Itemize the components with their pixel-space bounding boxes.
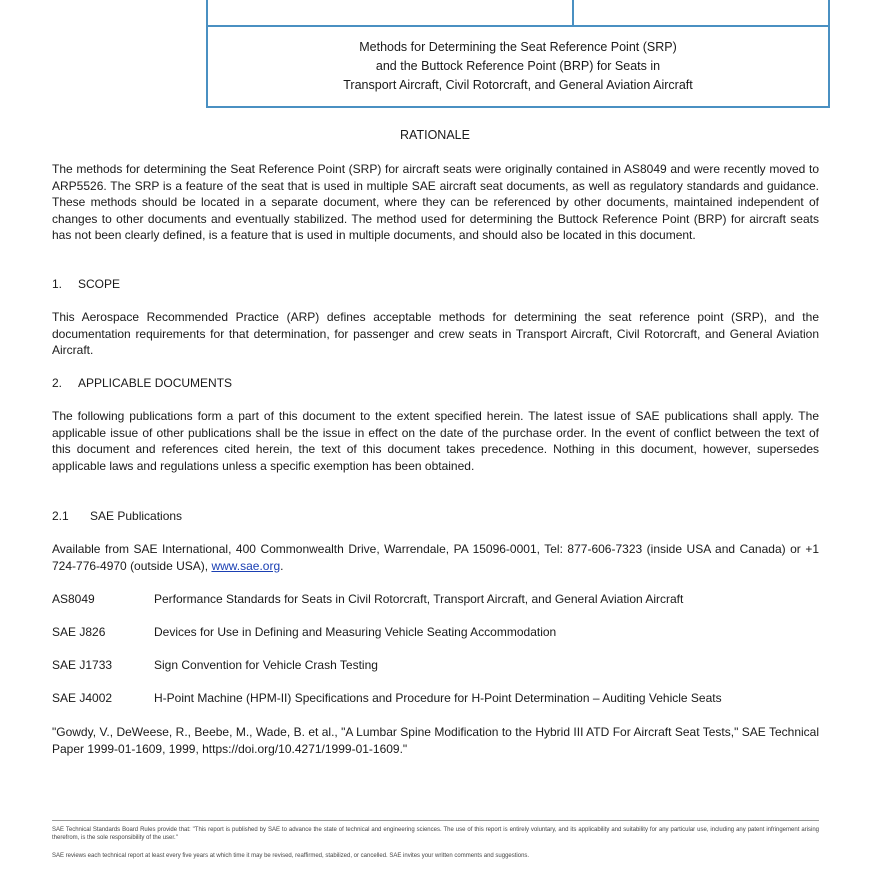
section-title: SCOPE bbox=[78, 277, 121, 291]
footer-divider bbox=[52, 820, 819, 821]
section-number: 1. bbox=[52, 277, 63, 291]
reference-title: Devices for Use in Defining and Measuring Vehicle Seating Accommodation bbox=[154, 625, 557, 639]
reference-row bbox=[52, 691, 822, 705]
reference-row bbox=[52, 592, 822, 606]
footer-review-note: SAE reviews each technical report at least every five years at which time it may be revised, reaffirmed, stabilized, or cancelled. SAE invites your written comments and suggestions. bbox=[52, 853, 530, 859]
footer-disclaimer: SAE Technical Standards Board Rules provide that: "This report is published by SAE to advance the state of technical and engineering sciences. The use of this report is entirely voluntary, and its applicability and suitability for any particular use, including any patent infringement arising therefrom, is the sole responsibility of the user." bbox=[52, 827, 819, 841]
reference-code: AS8049 bbox=[52, 592, 95, 606]
section-title: APPLICABLE DOCUMENTS bbox=[78, 376, 233, 390]
reference-row bbox=[52, 625, 822, 639]
reference-title: Sign Convention for Vehicle Crash Testing bbox=[154, 658, 378, 672]
title-line: and the Buttock Reference Point (BRP) for Seats in bbox=[375, 59, 661, 73]
section-title: SAE Publications bbox=[90, 509, 183, 523]
scope-heading bbox=[52, 277, 120, 291]
reference-code: SAE J4002 bbox=[52, 691, 113, 705]
reference-code: SAE J1733 bbox=[52, 658, 113, 672]
section-number: 2.1 bbox=[52, 509, 69, 523]
citation-text: "Gowdy, V., DeWeese, R., Beebe, M., Wade, B. et al., "A Lumbar Spine Modification to the Hybrid III ATD For Aircraft Seat Tests," SAE Technical Paper 1999-01-1609, 1999, https://doi.org/10.4271/1999-01-1609." bbox=[52, 725, 819, 756]
reference-title: H-Point Machine (HPM-II) Specifications and Procedure for H-Point Determination – Auditing Vehicle Seats bbox=[154, 691, 722, 705]
rationale-text: The methods for determining the Seat Reference Point (SRP) for aircraft seats were originally contained in AS8049 and were recently moved to ARP5526. The SRP is a feature of the seat that is used in multiple SAE aircraft seat documents, as well as regulatory standards and guidance. These methods should be located in a separate document, where they can be referenced by other documents, maintained independent of changes to other documents and eventually stabilized. The method used for determining the Buttock Reference Point (BRP) for aircraft seats has not been clearly defined, is a feature that is used in multiple documents, and should also be located in this document. bbox=[52, 162, 819, 242]
rationale-heading: RATIONALE bbox=[400, 128, 470, 142]
document-title-box bbox=[206, 0, 830, 108]
title-box-divider bbox=[572, 0, 574, 25]
sae-availability-text bbox=[52, 541, 819, 574]
sae-publications-heading bbox=[52, 509, 182, 523]
reference-code: SAE J826 bbox=[52, 625, 106, 639]
availability-suffix: . bbox=[280, 558, 284, 573]
section-number: 2. bbox=[52, 376, 63, 390]
title-line: Transport Aircraft, Civil Rotorcraft, and General Aviation Aircraft bbox=[343, 78, 693, 92]
reference-row bbox=[52, 658, 822, 672]
scope-text: This Aerospace Recommended Practice (ARP) defines acceptable methods for determining the seat reference point (SRP), and the documentation requirements for that determination, for passenger and crew seats in Transport Aircraft, Civil Rotorcraft, and General Aviation Aircraft. bbox=[52, 310, 819, 357]
reference-title: Performance Standards for Seats in Civil Rotorcraft, Transport Aircraft, and General Aviation Aircraft bbox=[154, 592, 684, 606]
applicable-documents-text: The following publications form a part of this document to the extent specified herein. The latest issue of SAE publications shall apply. The applicable issue of other publications shall be the issue in effect on the date of the purchase order. In the event of conflict between the text of this document and references cited herein, the text of this document takes precedence. Nothing in this document, however, supersedes applicable laws and regulations unless a specific exemption has been obtained. bbox=[52, 409, 819, 473]
title-box-top-row bbox=[208, 0, 828, 27]
title-line: Methods for Determining the Seat Reference Point (SRP) bbox=[359, 40, 677, 54]
availability-text: Available from SAE International, 400 Commonwealth Drive, Warrendale, PA 15096-0001, Tel: 877-606-7323 (inside USA and Canada) or +1 724-776-4970 (outside USA), bbox=[52, 542, 819, 573]
document-title bbox=[208, 38, 828, 95]
sae-website-link[interactable]: www.sae.org bbox=[211, 558, 281, 573]
applicable-documents-heading bbox=[52, 376, 232, 390]
